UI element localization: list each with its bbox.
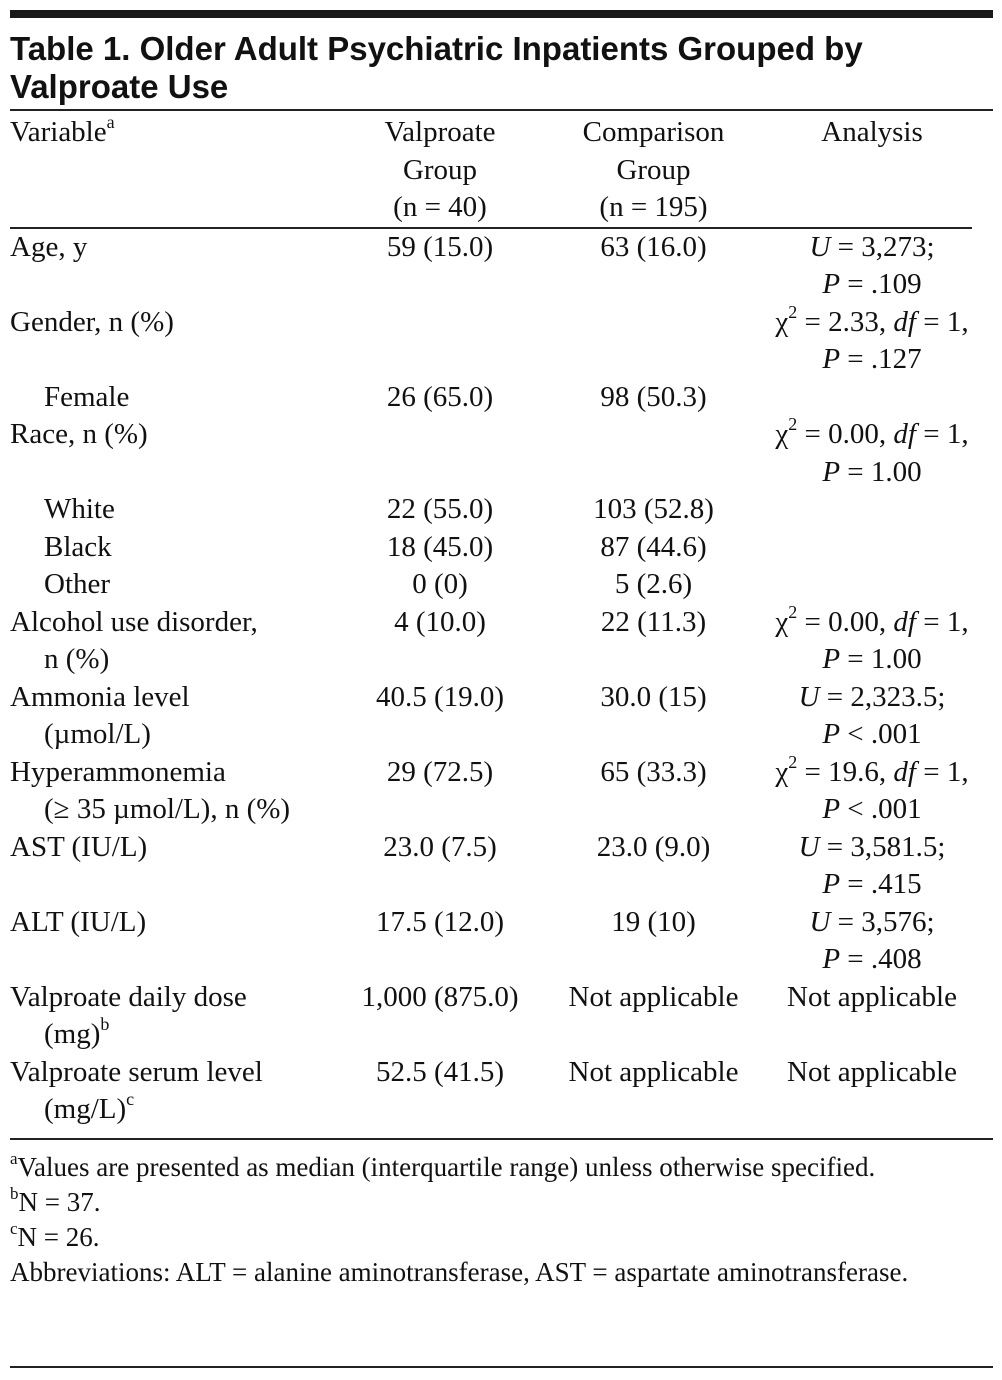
cell-comparison: 5 (2.6) <box>614 568 693 600</box>
footnote-b: $^b$N = 37. <box>10 1184 101 1217</box>
cell-variable: Age, y <box>10 230 88 263</box>
footer-rule <box>10 1366 993 1368</box>
cell-variable: Hyperammonemia (≥ 35 µmol/L), n (%) <box>10 755 291 825</box>
table-row <box>10 979 972 1054</box>
cell-analysis <box>772 566 972 604</box>
cell-valproate: 40.5 (19.0) <box>375 680 505 713</box>
cell-variable: AST (IU/L) <box>10 830 148 863</box>
cell-variable: Female <box>44 380 130 413</box>
table-row <box>10 416 972 491</box>
table-row <box>10 566 972 604</box>
table-header <box>10 114 972 228</box>
cell-variable: Valproate serum level $(mg/L)^c$ <box>10 1055 263 1125</box>
cell-variable: Gender, n (%) <box>10 305 174 338</box>
cell-analysis: $\chi^2 = 0.00$, df = 1, P = 1.00 <box>775 601 969 675</box>
cell-analysis: $\chi^2 = 19.6$, df = 1, P < .001 <box>775 751 969 825</box>
cell-comparison: 23.0 (9.0) <box>596 830 711 863</box>
cell-comparison: Not applicable <box>568 980 739 1013</box>
table-row <box>10 379 972 417</box>
cell-valproate: 18 (45.0) <box>386 530 494 563</box>
cell-analysis <box>772 529 972 567</box>
cell-valproate: 22 (55.0) <box>386 493 494 525</box>
cell-valproate: 52.5 (41.5) <box>375 1055 505 1088</box>
footnote-abbreviations: Abbreviations: ALT = alanine aminotransferase, AST = aspartate aminotransferase. <box>10 1257 909 1287</box>
cell-valproate: 1,000 (875.0) <box>361 980 519 1013</box>
cell-variable: Valproate daily dose (mg)$^b$ <box>10 980 247 1050</box>
cell-valproate: 26 (65.0) <box>386 380 494 413</box>
title-rule <box>10 109 993 111</box>
cell-variable: Black <box>44 530 112 563</box>
cell-variable: ALT (IU/L) <box>10 905 147 938</box>
cell-comparison: 30.0 (15) <box>600 680 707 713</box>
cell-comparison: 87 (44.6) <box>600 530 707 563</box>
header-analysis: Analysis <box>821 116 923 148</box>
cell-valproate <box>345 304 535 379</box>
table-row <box>10 228 972 304</box>
cell-analysis: U = 3,581.5; P = .415 <box>798 830 946 900</box>
header-variable: Variable$^a$ <box>10 112 115 148</box>
table-row <box>10 829 972 904</box>
cell-comparison: 22 (11.3) <box>600 605 707 638</box>
cell-comparison <box>535 304 772 379</box>
cell-analysis: Not applicable <box>787 1055 957 1088</box>
cell-valproate: 17.5 (12.0) <box>375 905 505 938</box>
footnote-c: $^c$N = 26. <box>10 1219 100 1252</box>
cell-valproate <box>345 416 535 491</box>
cell-comparison: 63 (16.0) <box>600 230 707 263</box>
cell-valproate: 4 (10.0) <box>394 605 486 638</box>
table-bottom-rule <box>10 1138 993 1140</box>
header-comparison-group: Comparison Group (n = 195) <box>582 116 725 223</box>
table-row <box>10 604 972 679</box>
cell-variable: Ammonia level (µmol/L) <box>10 680 190 750</box>
table-row <box>10 491 972 529</box>
cell-variable: Race, n (%) <box>10 418 148 450</box>
top-rule <box>10 10 993 18</box>
table-row <box>10 304 972 379</box>
cell-valproate: 23.0 (7.5) <box>383 830 497 863</box>
cell-valproate: 29 (72.5) <box>386 755 494 788</box>
cell-analysis: Not applicable <box>787 980 957 1013</box>
data-table <box>10 114 972 1129</box>
table-title: Table 1. Older Adult Psychiatric Inpatients Grouped by Valproate Use <box>10 30 863 105</box>
table-row <box>10 1054 972 1129</box>
cell-analysis <box>772 491 972 529</box>
cell-analysis: $\chi^2 = 2.33$, df = 1, P = .127 <box>775 301 969 375</box>
cell-comparison: 19 (10) <box>611 905 696 938</box>
cell-variable: Other <box>44 568 111 600</box>
cell-comparison: 98 (50.3) <box>600 380 707 413</box>
table-row <box>10 679 972 754</box>
cell-analysis <box>772 379 972 417</box>
cell-analysis: U = 3,576; P = .408 <box>809 905 935 975</box>
cell-comparison: Not applicable <box>568 1055 739 1088</box>
cell-comparison <box>535 416 772 491</box>
table-row <box>10 529 972 567</box>
table-row <box>10 754 972 829</box>
cell-analysis: U = 3,273; P = .109 <box>809 230 935 300</box>
footnote-mark: c <box>126 1089 135 1110</box>
table-body <box>10 228 972 1129</box>
header-valproate-group: Valproate Group (n = 40) <box>384 116 496 223</box>
footnote-mark: b <box>100 1014 110 1035</box>
footnotes <box>10 1150 980 1290</box>
footnote-a: $^a$Values are presented as median (interquartile range) unless otherwise specified. <box>10 1149 876 1182</box>
cell-variable: White <box>44 493 115 525</box>
cell-analysis: U = 2,323.5; P < .001 <box>798 680 946 750</box>
footnote-mark: a <box>106 112 115 133</box>
table-row <box>10 904 972 979</box>
cell-valproate: 0 (0) <box>412 568 468 600</box>
cell-analysis: $\chi^2 = 0.00$, df = 1, P = 1.00 <box>775 414 969 488</box>
cell-valproate: 59 (15.0) <box>386 230 494 263</box>
cell-comparison: 103 (52.8) <box>593 493 714 525</box>
cell-variable: Alcohol use disorder, n (%) <box>10 605 258 675</box>
cell-comparison: 65 (33.3) <box>600 755 707 788</box>
